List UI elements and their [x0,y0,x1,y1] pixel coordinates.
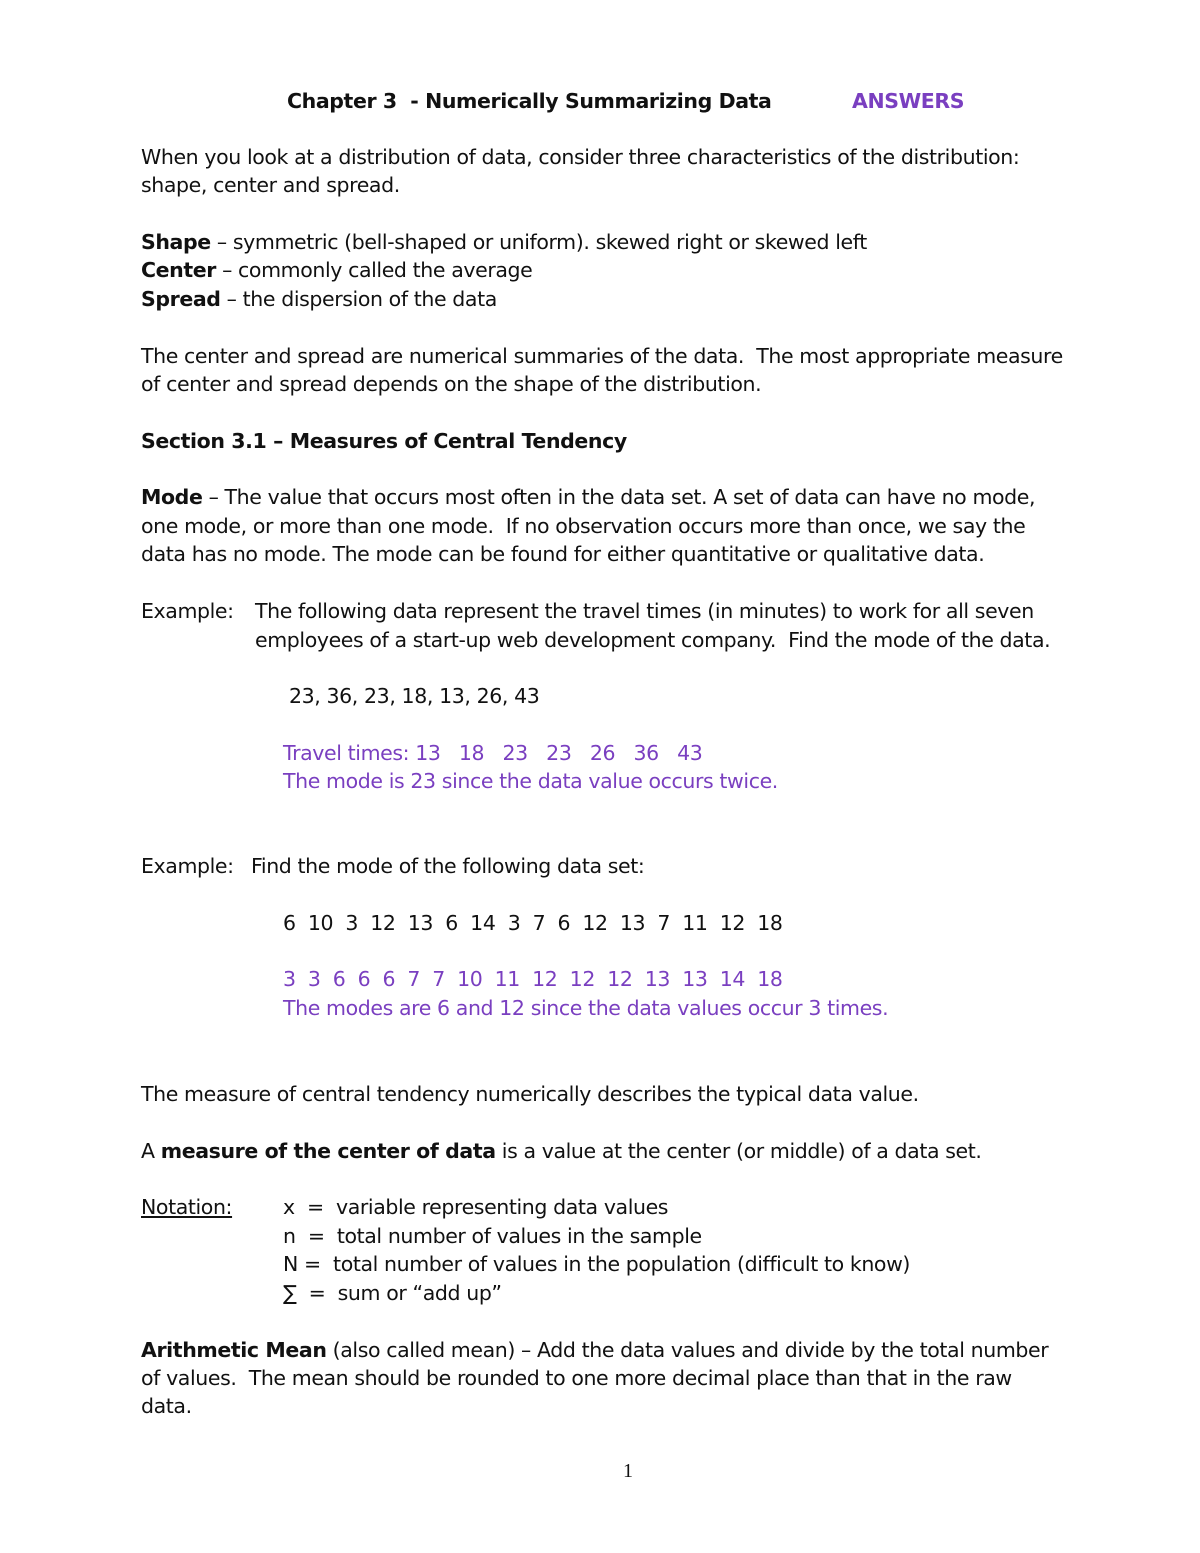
notation-label: Notation: [141,1195,233,1219]
central-tendency-text: The measure of central tendency numerically describes the typical data value. [141,1082,919,1106]
definition-center: Center – commonly called the average [141,258,533,282]
center-spread-line-2: of center and spread depends on the shape of the distribution. [141,372,762,396]
mean-def-line-2: of values. The mean should be rounded to one more decimal place than that in the raw [141,1366,1012,1390]
page-title: Chapter 3 - Numerically Summarizing Data [287,89,772,113]
page-number: 1 [623,1460,633,1482]
mean-def-line-1: Arithmetic Mean (also called mean) – Add the data values and divide by the total number [141,1338,1049,1362]
example1-answer-2: The mode is 23 since the data value occurs twice. [283,769,778,793]
example1-line-2: employees of a start-up web development company. Find the mode of the data. [255,628,1051,652]
example1-data: 23, 36, 23, 18, 13, 26, 43 [289,684,540,708]
example1-line-1: The following data represent the travel times (in minutes) to work for all seven [255,599,1034,623]
notation-item: x = variable representing data values [283,1195,669,1219]
notation-item: n = total number of values in the sample [283,1224,702,1248]
example2-answer-2: The modes are 6 and 12 since the data values occur 3 times. [283,996,889,1020]
notation-item: N = total number of values in the population (difficult to know) [283,1252,911,1276]
mean-def-line-3: data. [141,1394,192,1418]
example1-label: Example: [141,599,234,623]
mode-def-line-3: data has no mode. The mode can be found for either quantitative or qualitative data. [141,542,985,566]
example2-answer-1: 3 3 6 6 6 7 7 10 11 12 12 12 13 13 14 18 [283,967,783,991]
notation-item: ∑ = sum or “add up” [283,1281,502,1305]
section-heading: Section 3.1 – Measures of Central Tendency [141,429,627,453]
center-spread-line-1: The center and spread are numerical summaries of the data. The most appropriate measure [141,344,1063,368]
intro-line-2: shape, center and spread. [141,173,400,197]
intro-line-1: When you look at a distribution of data, consider three characteristics of the distribution: [141,145,1020,169]
mode-def-line-2: one mode, or more than one mode. If no observation occurs more than once, we say the [141,514,1026,538]
center-definition: A measure of the center of data is a value at the center (or middle) of a data set. [141,1139,982,1163]
example1-answer-1: Travel times: 13 18 23 23 26 36 43 [283,741,703,765]
example2-label: Example: [141,854,234,878]
definition-spread: Spread – the dispersion of the data [141,287,497,311]
mode-def-line-1: Mode – The value that occurs most often in the data set. A set of data can have no mode, [141,485,1036,509]
answers-label: ANSWERS [852,89,965,113]
example2-prompt: Find the mode of the following data set: [251,854,645,878]
definition-shape: Shape – symmetric (bell-shaped or uniform). skewed right or skewed left [141,230,867,254]
example2-data: 6 10 3 12 13 6 14 3 7 6 12 13 7 11 12 18 [283,911,783,935]
